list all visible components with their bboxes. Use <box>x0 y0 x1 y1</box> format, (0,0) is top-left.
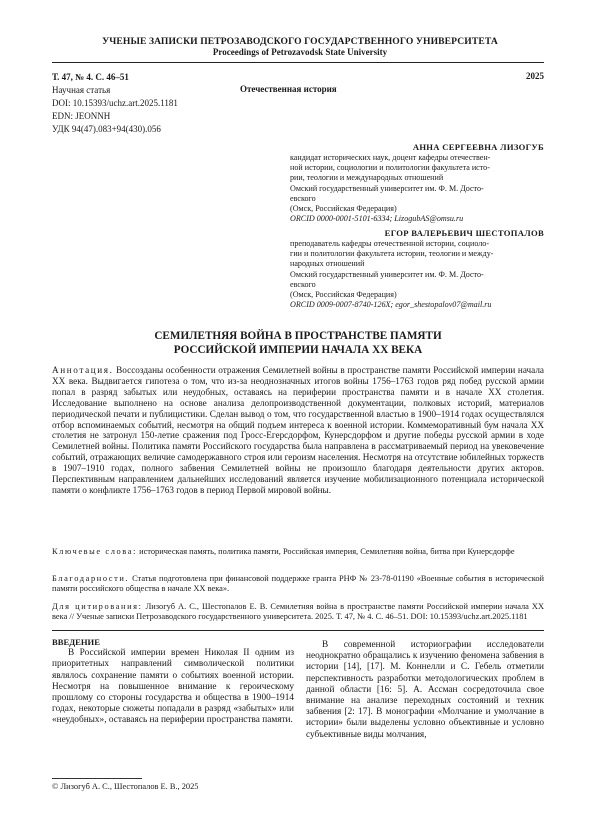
affiliation-line: рии, теологии и международных отношений <box>290 173 444 183</box>
abstract-text: Воссозданы особенности отражения Семилетней войны в пространстве памяти Российской империи начала XX века. Выдвигается гипотеза о том, что из-за неоднозначных итогов войны 1756–1763 годов ряд побед русской армии попал в разряд забытых или неудобных, оставаясь на периферии пространства памяти и в начале XX столетия. Исследование выполнено на основе анализа делопроизводственной документации, полковых историй, материалов периодической печати и публицистики. Сделан вывод о том, что государственной властью в 1900–1914 годах осуществлялся отбор вспоминаемых событий, несмотря на общий подъем интереса к военной истории. Коммеморативный бум начала XX столетия не затронул 150-летие сражения под Гросс-Егерсдорфом, Кунерсдорфом и другие победы русской армии в ходе Семилетней войны. Политика памяти Российского государства была направлена в рассматриваемый период на увековечение событий, отражающих величие самодержавного строя или героизм населения. Несмотря на отсутствие юбилейных торжеств в 1907–1910 годах, полного забвения Семилетней войны не произошло благодаря деятельности других акторов. Перспективным направлением дальнейших исследований является изучение мобилизационного потенциала исторической памяти о конфликте 1756–1763 годов в период Первой мировой войны. <box>52 365 544 495</box>
article-type: Научная статья <box>52 85 111 95</box>
orcid-email: ORCID 0009-0007-8740-126X; egor_shestopalov07@mail.ru <box>290 300 492 310</box>
affiliation-line: Омский государственный университет им. Ф. М. Досто- <box>290 183 484 193</box>
affiliation-line: ной истории, социологии и политологии факультета исто- <box>290 163 490 173</box>
affiliation-line: Омский государственный университет им. Ф. М. Досто- <box>290 269 484 279</box>
acknowledgments-label: Благодарности. <box>52 574 130 583</box>
affiliation-line: евского <box>290 193 316 203</box>
abstract <box>52 365 544 496</box>
affiliation-line: (Омск, Российская Федерация) <box>290 290 397 300</box>
volume-pages: Т. 47, № 4. С. 46–51 <box>52 72 129 82</box>
body-paragraph: В Российской империи времен Николая II одним из приоритетных направлений символической политики являлось сохранение памяти о событиях военной истории. Несмотря на повышенное внимание к героическому прошлому со стороны государства и общества в 1900–1914 годах, некоторые сюжеты попадали в разряд «забытых» или «неудобных», оставаясь на периферии пространства памяти. <box>52 648 294 726</box>
orcid-email: ORCID 0000-0001-5101-6334; LizogubAS@omsu.ru <box>290 214 464 224</box>
section-heading: ВВЕДЕНИЕ <box>52 637 100 647</box>
affiliation-line: евского <box>290 279 316 289</box>
article-meta <box>52 71 178 136</box>
edn: EDN: JEONNH <box>52 111 111 121</box>
affiliation-line: кандидат исторических наук, доцент кафедры отечествен- <box>290 153 491 162</box>
affiliation-line: преподаватель кафедры отечественной истории, социоло- <box>290 239 490 248</box>
body-divider <box>52 630 544 631</box>
author-name: АННА СЕРГЕЕВНА ЛИЗОГУБ <box>412 142 544 152</box>
author-affiliation <box>290 153 544 224</box>
header-divider <box>52 62 544 63</box>
keywords-label: Ключевые слова: <box>52 547 137 556</box>
journal-subtitle: Proceedings of Petrozavodsk State University <box>212 47 388 57</box>
keywords <box>52 547 544 557</box>
affiliation-line: (Омск, Российская Федерация) <box>290 204 397 214</box>
body-paragraph: В современной историографии исследователи неоднократно обращались к изучению феномена забвения в истории [14], [17]. М. Коннелли и С. Гебель отметили перспективность разработки методологических проблем в данной области [16: 5]. А. Ассман сосредоточила свое внимание на анализе переходных состояний и техник забвения [2: 17]. В монографии «Молчание и умолчание в истории» были выделены условно объективные и условно субъективные виды молчания, <box>306 640 544 740</box>
udk: УДК 94(47).083+94(430).056 <box>52 124 161 134</box>
acknowledgments-text: Статья подготовлена при финансовой поддержке гранта РНФ № 23-78-01190 «Военные события в исторической памяти российского общества в начале XX века». <box>52 574 545 594</box>
section-name: Отечественная история <box>240 84 337 94</box>
year: 2025 <box>526 71 544 81</box>
footnote-divider <box>52 778 142 779</box>
citation <box>52 602 544 623</box>
citation-label: Для цитирования: <box>52 602 143 611</box>
affiliation-line: народных отношений <box>290 259 365 269</box>
journal-title: УЧЕНЫЕ ЗАПИСКИ ПЕТРОЗАВОДСКОГО ГОСУДАРСТВЕННОГО УНИВЕРСИТЕТА <box>102 36 498 47</box>
doi: DOI: 10.15393/uchz.art.2025.1181 <box>52 98 178 108</box>
affiliation-line: гии и политологии факультета истории, теологии и между- <box>290 249 494 259</box>
author-affiliation <box>290 239 544 310</box>
keywords-text: историческая память, политика памяти, Российская империя, Семилетняя война, битва при Кунерсдорфе <box>139 547 515 556</box>
abstract-label: Аннотация. <box>52 365 114 375</box>
author-name: ЕГОР ВАЛЕРЬЕВИЧ ШЕСТОПАЛОВ <box>384 228 544 238</box>
body-left-column <box>52 637 294 727</box>
citation-text: Лизогуб А. С., Шестопалов Е. В. Семилетняя война в пространстве памяти Российской империи начала XX века // Ученые записки Петрозаводского государственного университета. 2025. Т. 47, № 4. С. 46–51. DOI: 10.15393/uchz.art.2025.1181 <box>52 602 545 622</box>
copyright: © Лизогуб А. С., Шестопалов Е. В., 2025 <box>52 782 199 791</box>
article-title-line: РОССИЙСКОЙ ИМПЕРИИ НАЧАЛА XX ВЕКА <box>173 343 423 356</box>
acknowledgments <box>52 574 544 595</box>
body-right-column <box>306 640 544 741</box>
article-title <box>52 330 544 357</box>
article-title-line: СЕМИЛЕТНЯЯ ВОЙНА В ПРОСТРАНСТВЕ ПАМЯТИ <box>154 330 442 342</box>
